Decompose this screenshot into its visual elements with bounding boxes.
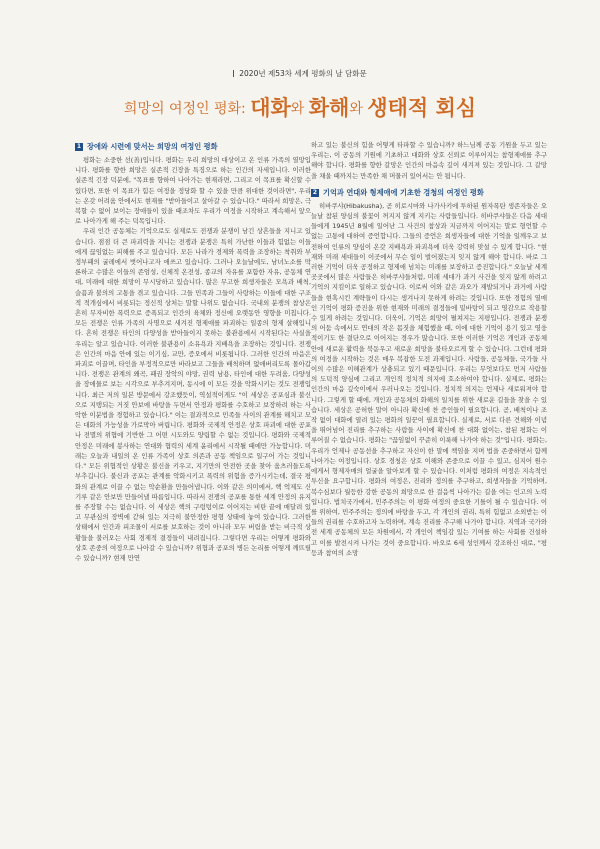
page-title [0, 92, 600, 122]
body-paragraph: 히바쿠샤(Hibakusha), 곧 히로시마와 나가사키에 투하된 원자폭탄 생존자들은 오늘날 참된 양심의 불꽃이 꺼지지 않게 지키는 사람들입니다. 히바쿠샤들은 다음 세대들에게 1945년 8월에 일어난 그 사건의 참상과 지금까지 이어지는 말로 형언할 수 없는 고통에 대하여 증언합니다. 그들의 증언은 희생자들에 대한 기억을 일깨우고 보전하여 인류의 양심이 온갖 지배욕과 파괴욕에 더욱 강력히 맞설 수 있게 합니다. "현재와 미래 세대들이 이곳에서 무슨 일이 벌어졌는지 잊지 않게 해야 합니다. 바로 그러한 기억이 더욱 공정하고 형제애 넘치는 미래를 보장하고 증진합니다." 오늘날 세계 곳곳에서 많은 사람들은 히바쿠샤들처럼, 미래 세대가 과거 사건을 잊지 않게 하려고 기억의 지킴이로 일하고 있습니다. 이로써 이와 같은 과오가 재발되거나 과거에 사람들을 현혹시킨 계략들이 다시는 생겨나지 못하게 하려는 것입니다. 또한 경험의 열매인 기억이 평화 증진을 위한 현재와 미래의 결정들에 밑바탕이 되고 영감으로 작용할 수 있게 하려는 것입니다. 더욱이, 기억은 희망이 펼쳐지는 지평입니다. 전쟁과 분쟁의 어둠 속에서도 연대의 작은 몸짓을 체험했을 때, 이에 대한 기억이 용기 있고 영웅적이기도 한 결단으로 이어지는 경우가 많습니다. 또한 이러한 기억은 개인과 공동체 안에 새로운 활력을 북돋우고 새로운 희망을 불타오르게 할 수 있습니다. 그런데 평화의 여정을 시작하는 것은 매우 복잡한 도전 과제입니다. 사람들, 공동체들, 국가들 사이의 수많은 이해관계가 상충되고 있기 때문입니다. 우리는 무엇보다도 먼저 사람들의 도덕적 양심에 그리고 개인적 정치적 의지에 호소하여야 합니다. 실제로, 평화는 인간의 마음 깊숙이에서 우러나오는 것입니다. 정치적 의지는 언제나 새로워져야 합니다. 그렇게 할 때에, 개인과 공동체의 화해의 일치를 위한 새로운 길들을 찾을 수 있습니다. 세상은 공허한 말이 아니라 확신에 찬 증인들이 필요합니다. 곧, 배척이나 조작 없이 대화에 열려 있는 평화의 일꾼이 필요합니다. 실제로, 서로 다른 견해와 이념을 뛰어넘어 진리를 추구하는 사람들 사이에 확신에 찬 대화 없이는, 참된 평화는 이루어질 수 없습니다. 평화는 "끊임없이 꾸준히 이룩해 나가야 하는 것"입니다. 평화는, 우리가 언제나 공동선을 추구하고 자신이 한 말에 책임을 지며 법을 존중하면서 함께 나아가는 여정입니다. 상호 경청은 상호 이해와 존중으로 이끌 수 있고, 심지어 원수에게서 형제자매의 얼굴을 알아보게 할 수 있습니다. 이처럼 평화의 여정은 지속적인 투신을 요구합니다. 평화의 여정은, 진리와 정의를 추구하고, 희생자들을 기억하며, 복수심보다 월등한 강한 공동의 희망으로 한 걸음씩 나아가는 길을 여는 인고의 노력입니다. 법치국가에서, 민주주의는 이 평화 여정의 중요한 기틀이 될 수 있습니다. 이를 위하여, 민주주의는 정의에 바탕을 두고, 각 개인의 권리, 특히 힘없고 소외받는 이들의 권리를 수호하고자 노력하며, 계속 진리를 추구해 나가야 합니다. 지역과 국가와 전 세계 공동체의 모든 차원에서, 각 개인이 책임감 있는 기여를 하는 사회를 건설하고 이를 발전시켜 나가는 것이 중요합니다. 바오로 6세 성인께서 강조하신 대로, "평등과 참여의 소망 [311, 201, 548, 557]
section-heading-2 [311, 188, 547, 198]
section-number-badge: 2 [312, 188, 318, 196]
left-column [75, 140, 311, 840]
running-header [0, 68, 600, 79]
title-prefix: 희망의 여정인 평화: [123, 101, 251, 117]
title-particle-1: 와 [290, 101, 309, 117]
title-word-reconciliation: 화해 [308, 96, 350, 120]
running-title: 2020년 제53차 세계 평화의 날 담화문 [239, 69, 367, 78]
header-divider [233, 70, 234, 77]
section-heading-text: 기억과 연대와 형제애에 기초한 경청의 여정인 평화 [323, 187, 484, 197]
body-paragraph: 우리 인간 공동체는 기억으로도 실제로도 전쟁과 분쟁이 남긴 상흔들을 지니고 있습니다. 점점 더 큰 파괴력을 지니는 전쟁과 분쟁은 특히 가난한 이들과 힘없는 이들에게 끊임없는 피해를 주고 있습니다. 모든 나라가 경제와 폭력을 조장하는 착취와 부정부패의 굴레에서 벗어나고자 애쓰고 있습니다. 그러나 오늘날에도, 남녀노소를 막론하고 수많은 이들의 존엄성, 신체적 온전성, 종교의 자유를 포함한 자유, 공동체 연대, 미래에 대한 희망이 무시당하고 있습니다. 많은 무고한 희생자들은 모욕과 배척, 슬픔과 불의의 고통을 겪고 있습니다. 그들 민족과 그들이 사랑하는 이들에 대한 구조적 적개심에서 비롯되는 정신적 상처는 말할 나위도 없습니다. 국내외 분쟁의 참상은 흔히 무자비한 폭력으로 증폭되고 인간의 육체와 정신에 오랫동안 영향을 미칩니다. 모든 전쟁은 인류 가족의 사명으로 새겨진 형제애를 파괴하는 일종의 형제 살해입니다. 흔히 전쟁은 타인의 다양성을 받아들이지 못하는 불관용에서 시작된다는 사실을 우리는 알고 있습니다. 이러한 불관용이 소유욕과 지배욕을 조장하는 것입니다. 전쟁은 인간의 마음 안에 있는 이기심, 교만, 증오에서 비롯됩니다. 그러한 인간의 마음은 파괴로 이끌며, 타인을 부정적으로만 바라보고 그들을 배척하며 없애버리도록 몰아갑니다. 전쟁은 관계의 왜곡, 패권 장악의 야망, 권력 남용, 타인에 대한 두려움, 다양성을 장애물로 보는 시각으로 부추겨지며, 동시에 이 모든 것을 악화시키는 것도 전쟁입니다. 최근 저의 일본 방문에서 강조했듯이, 역설적이게도 "이 세상은 공포심과 불신으로 지탱되는 거짓 안보에 바탕을 두면서 안정과 평화를 수호하고 보장하려 하는 사악한 이분법을 경험하고 있습니다." 이는 결과적으로 민족들 사이의 관계를 해치고 모든 대화의 가능성을 가로막아 버립니다. 평화와 국제적 안정은 상호 파괴에 대한 공포나 전멸의 위협에 기반한 그 어떤 시도와도 양립할 수 없는 것입니다. 평화와 국제적 안정은 미래에 봉사하는 연대와 협력의 세계 윤리에서 시작될 때에만 가능합니다. 미래는 오늘과 내일의 온 인류 가족이 상호 의존과 공동 책임으로 일구어 가는 것입니다." 모든 위협적인 상황은 불신을 키우고, 지기만의 안전한 곳을 찾아 움츠러들도록 부추깁니다. 불신과 공포는 관계를 악화시키고 폭력의 위험을 증가시키는데, 결국 평화의 관계로 이끌 수 없는 악순환을 만들어냅니다. 이와 같은 의미에서, 핵 억제도 신기루 같은 안보만 만들어낼 따름입니다. 따라서 전쟁의 공포를 통한 세계 안정의 유지를 주장할 수는 없습니다. 이 세상은 핵의 구렁텅이로 이어지는 비탄 끝에 매달려 있고 무관심의 장벽에 갇혀 있는 지극히 불안정한 평형 상태에 놓여 있습니다. 그러한 상태에서 인간과 피조물이 서로를 보호하는 것이 아니라 모두 버림을 받는 비극적 상황들을 불러오는 사회 경제적 결정들이 내려집니다. 그렇다면 우리는 어떻게 평화와 상호 존중의 여정으로 나아갈 수 있습니까? 위협과 공포의 병든 논리를 어떻게 깨뜨릴 수 있습니까? 현재 만연 [75, 227, 311, 562]
section-heading-text: 장애와 시련에 맞서는 희망의 여정인 평화 [87, 142, 218, 151]
title-word-ecological-conversion: 생태적 회심 [367, 96, 477, 120]
body-paragraph: 평화는 소중한 선(善)입니다. 평화는 우리 희망의 대상이고 온 인류 가족의 열망입니다. 평화를 향한 희망은 실존적 긴장을 특징으로 하는 인간의 자세입니다. 이러한 실존적 긴장 덕분에, "목표를 향하여 나아가는 현재라면, 그리고 이 목표를 확신할 수 있다면, 또한 이 목표가 힘든 여정을 정당화 할 수 있을 만큼 위대한 것이라면", 우리는 온갖 어려움 안에서도 현재를 "받아들이고 살아갈 수 있습니다." 따라서 희망은, 극복할 수 없어 보이는 장애들이 있을 때조차도 우리가 여정을 시작하고 계속해서 앞으로 나아가게 해 주는 덕목입니다. [75, 156, 312, 226]
title-word-dialogue: 대화 [250, 96, 291, 120]
right-column [311, 140, 547, 840]
title-particle-2: 와 [349, 101, 368, 117]
section-heading-1 [75, 142, 311, 152]
section-number-badge: 1 [76, 143, 82, 150]
body-paragraph-continued: 하고 있는 불신의 힘을 어떻게 타파할 수 있습니까? 하느님께 공동 기원을 두고 있는 우리는, 이 공동의 기원에 기초하고 대화와 상호 신뢰로 이루어지는 참형제애를 추구해야 합니다. 평화를 향한 갈망은 인간의 마음속 깊이 새겨져 있는 것입니다. 그 갈망을 채울 때까지는 만족한 채 머물러 있어서는 안 됩니다. [311, 141, 547, 180]
